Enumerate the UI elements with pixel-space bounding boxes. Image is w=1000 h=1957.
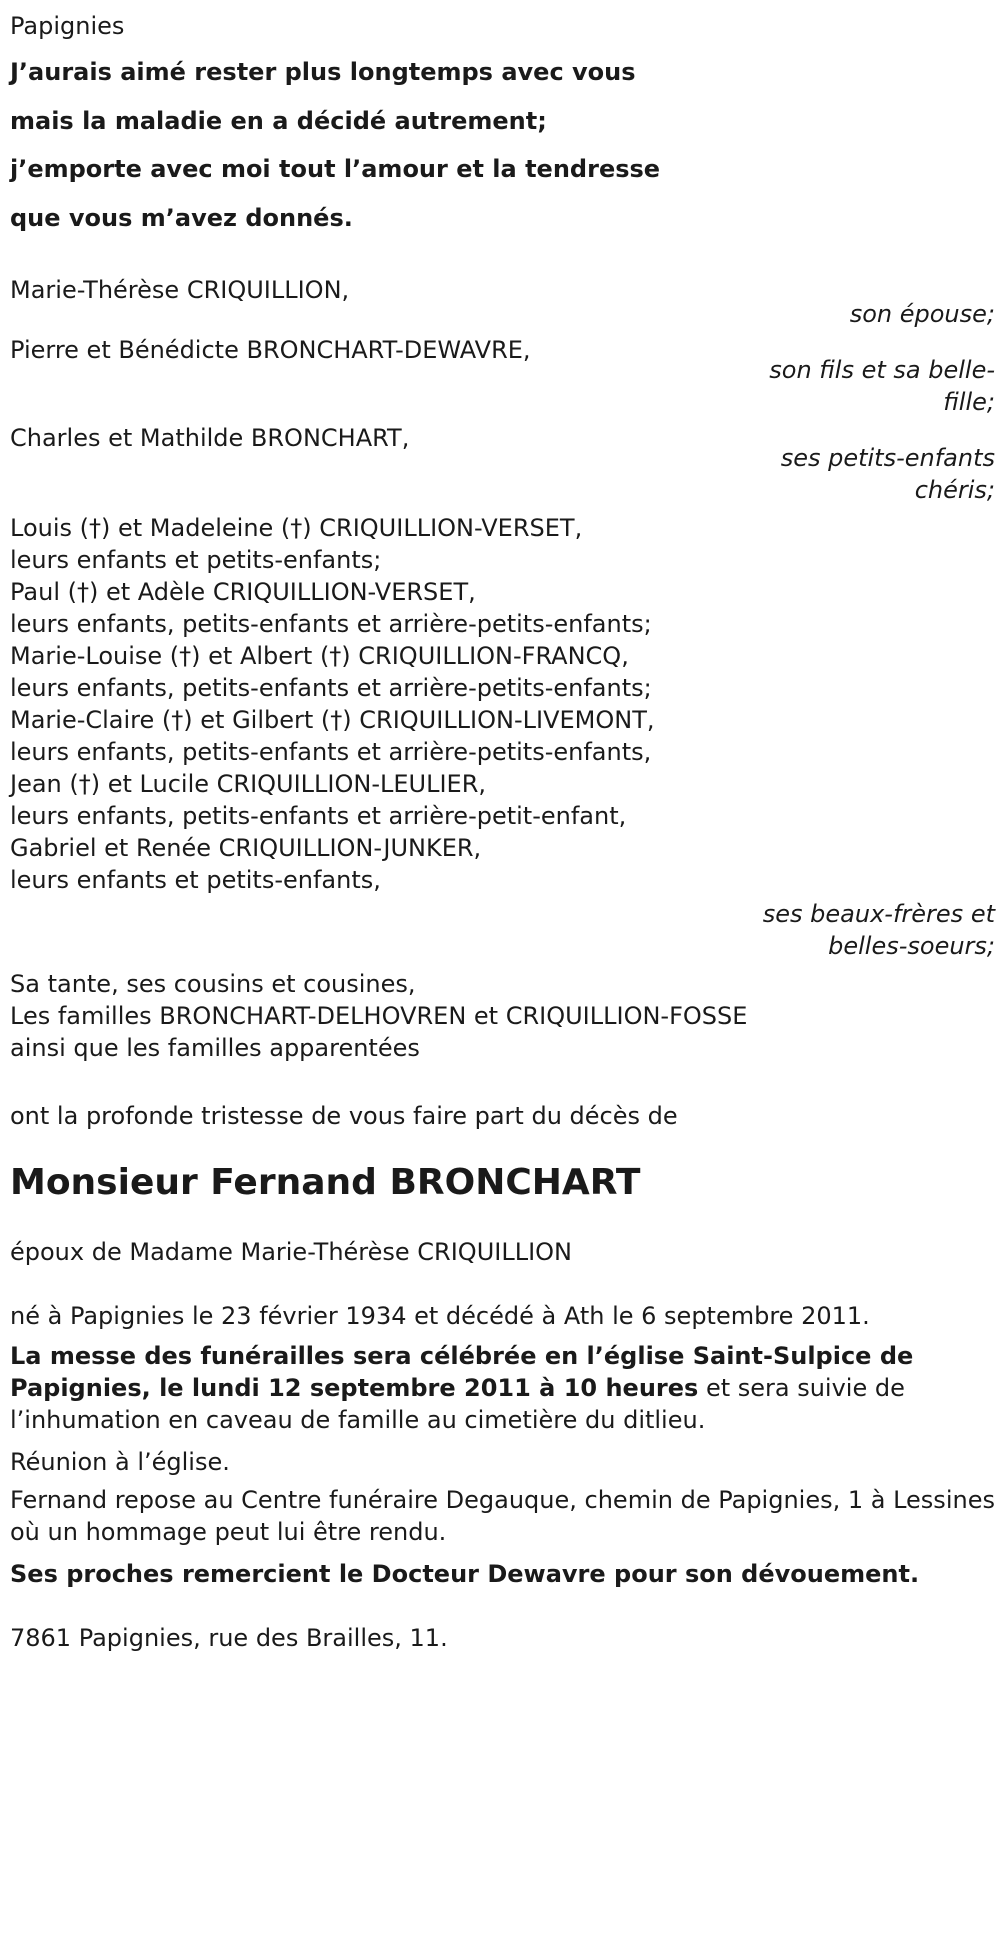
extended-family-line: Les familles BRONCHART-DELHOVREN et CRIQUILLION-FOSSE bbox=[10, 1002, 748, 1030]
poem-line: mais la maladie en a décidé autrement; bbox=[10, 106, 547, 135]
deceased-name: Monsieur Fernand BRONCHART bbox=[10, 1162, 641, 1203]
mourner-grandchildren bbox=[10, 418, 995, 506]
in-laws-role-line: ses beaux-frères et bbox=[762, 900, 995, 928]
in-law-line: leurs enfants et petits-enfants; bbox=[10, 546, 382, 574]
thanks: Ses proches remercient le Docteur Dewavre pour son dévouement. bbox=[10, 1560, 920, 1588]
in-law-line: leurs enfants et petits-enfants, bbox=[10, 866, 381, 894]
poem-line: j’emporte avec moi tout l’amour et la tendresse bbox=[10, 155, 661, 183]
obituary-content bbox=[10, 6, 995, 1658]
extended-family-line: ainsi que les familles apparentées bbox=[10, 1034, 420, 1062]
mourner-spouse bbox=[10, 270, 995, 334]
address: 7861 Papignies, rue des Brailles, 11. bbox=[10, 1624, 448, 1652]
mourner-role-line: chéris; bbox=[914, 476, 995, 504]
mourner-role-line: fille; bbox=[943, 388, 995, 416]
in-laws-list bbox=[10, 512, 995, 896]
reunion: Réunion à l’église. bbox=[10, 1448, 230, 1476]
announcement: ont la profonde tristesse de vous faire part du décès de bbox=[10, 1102, 678, 1130]
mourner-role bbox=[735, 354, 995, 418]
place-name: Papignies bbox=[10, 12, 125, 40]
mourner-son bbox=[10, 330, 995, 418]
in-law-line: leurs enfants, petits-enfants et arrière-petits-enfants; bbox=[10, 610, 652, 638]
mourner-role-line: son épouse; bbox=[849, 300, 995, 328]
in-law-line: Paul (†) et Adèle CRIQUILLION-VERSET, bbox=[10, 578, 476, 606]
mourner-role-line: son fils et sa belle- bbox=[769, 356, 995, 384]
in-law-line: Louis (†) et Madeleine (†) CRIQUILLION-VERSET, bbox=[10, 514, 583, 542]
mourner-name: Marie-Thérèse CRIQUILLION, bbox=[10, 276, 350, 304]
in-law-line: leurs enfants, petits-enfants et arrière-petits-enfants; bbox=[10, 674, 652, 702]
extended-family bbox=[10, 968, 995, 1064]
funeral-info-rest: et sera suivie de l’inhumation en caveau de famille au cimetière du ditlieu. bbox=[10, 1374, 905, 1434]
birth-death: né à Papignies le 23 février 1934 et décédé à Ath le 6 septembre 2011. bbox=[10, 1302, 870, 1330]
in-laws-role-line: belles-soeurs; bbox=[828, 932, 995, 960]
in-law-line: Gabriel et Renée CRIQUILLION-JUNKER, bbox=[10, 834, 482, 862]
funeral-info-bold: La messe des funérailles sera célébrée en l’église Saint-Sulpice de Papignies, le lundi 12 septembre 2011 à 10 heures bbox=[10, 1342, 914, 1402]
mourner-role-line: ses petits-enfants bbox=[780, 444, 995, 472]
mourner-name: Pierre et Bénédicte BRONCHART-DEWAVRE, bbox=[10, 336, 531, 364]
poem-line: J’aurais aimé rester plus longtemps avec vous bbox=[10, 58, 636, 86]
in-law-line: leurs enfants, petits-enfants et arrière-petit-enfant, bbox=[10, 802, 627, 830]
funeral-info bbox=[10, 1340, 995, 1436]
in-laws-role bbox=[695, 898, 995, 962]
in-law-line: leurs enfants, petits-enfants et arrière-petits-enfants, bbox=[10, 738, 652, 766]
poem bbox=[10, 48, 995, 242]
mourner-name: Charles et Mathilde BRONCHART, bbox=[10, 424, 410, 452]
mourner-role bbox=[735, 442, 995, 506]
poem-line: que vous m’avez donnés. bbox=[10, 203, 353, 232]
in-law-line: Marie-Claire (†) et Gilbert (†) CRIQUILLION-LIVEMONT, bbox=[10, 706, 655, 734]
in-law-line: Jean (†) et Lucile CRIQUILLION-LEULIER, bbox=[10, 770, 487, 798]
spouse-line: époux de Madame Marie-Thérèse CRIQUILLION bbox=[10, 1238, 573, 1266]
in-law-line: Marie-Louise (†) et Albert (†) CRIQUILLION-FRANCQ, bbox=[10, 642, 629, 670]
extended-family-line: Sa tante, ses cousins et cousines, bbox=[10, 970, 416, 998]
repose-info: Fernand repose au Centre funéraire Degauque, chemin de Papignies, 1 à Lessines où un hommage peut lui être rendu. bbox=[10, 1486, 995, 1546]
